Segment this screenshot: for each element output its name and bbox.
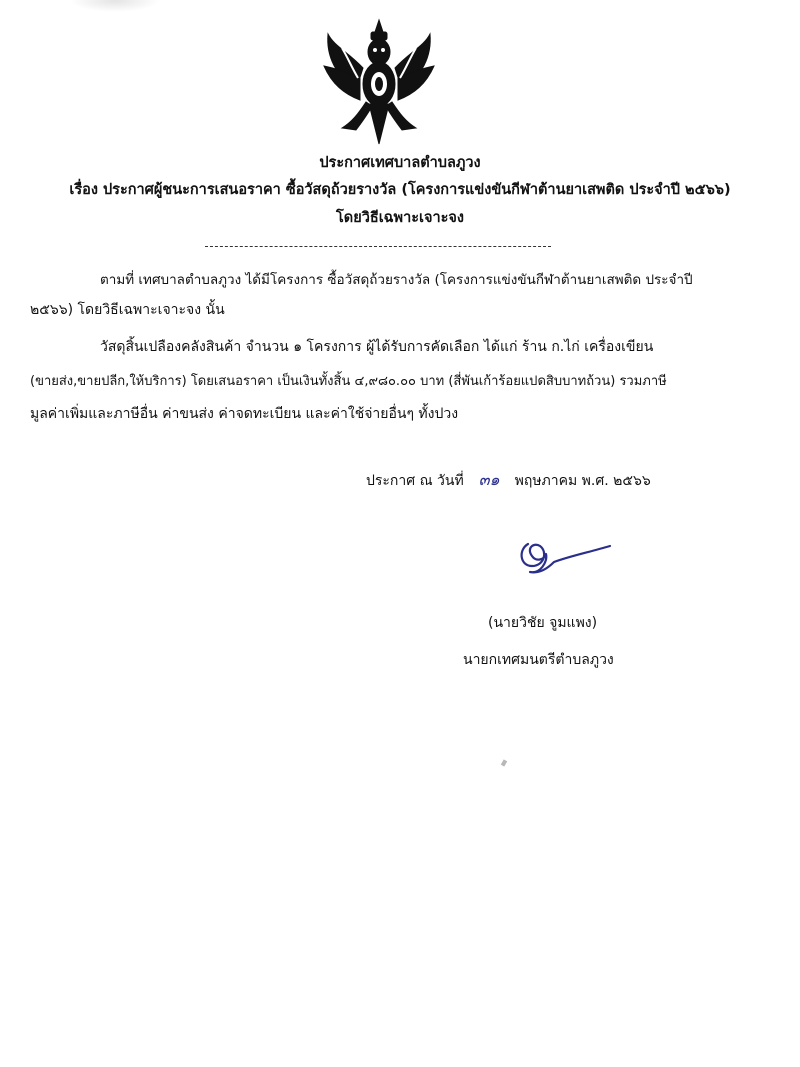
paragraph-2-line-1: วัสดุสิ้นเปลืองคลังสินค้า จำนวน ๑ โครงการ ผู้ได้รับการคัดเลือก ได้แก่ ร้าน ก.ไก่ เครื่องเขียน (100, 339, 654, 355)
scan-shadow (70, 0, 160, 12)
signer-position: นายกเทศมนตรีตำบลภูวง (463, 652, 614, 668)
subject-line: เรื่อง ประกาศผู้ชนะการเสนอราคา ซื้อวัสดุถ้วยรางวัล (โครงการแข่งขันกีฬาต้านยาเสพติด ประจำปี ๒๕๖๖) (69, 182, 731, 198)
signature-icon (514, 532, 614, 582)
scan-speck (501, 759, 507, 766)
signer-name: (นายวิชัย จูมแพง) (488, 615, 598, 631)
date-day: ๓๑ (478, 470, 500, 489)
separator-text (205, 238, 551, 258)
paragraph-2-line-3: มูลค่าเพิ่มและภาษีอื่น ค่าขนส่ง ค่าจดทะเบียน และค่าใช้จ่ายอื่นๆ ทั้งปวง (30, 406, 459, 422)
paragraph-1-line-2: ๒๕๖๖) โดยวิธีเฉพาะเจาะจง นั้น (30, 302, 225, 318)
date-month-year: พฤษภาคม พ.ศ. ๒๕๖๖ (514, 473, 651, 489)
paragraph-2-line-2: (ขายส่ง,ขายปลีก,ให้บริการ) โดยเสนอราคา เป็นเงินทั้งสิ้น ๔,๙๘๐.๐๐ บาท (สี่พันเก้าร้อยแปดสิบบาทถ้วน) รวมภาษี (30, 374, 667, 389)
procurement-method: โดยวิธีเฉพาะเจาะจง (336, 210, 464, 226)
separator-line (205, 246, 551, 247)
garuda-emblem-icon (322, 18, 436, 146)
date-line (366, 470, 651, 491)
page-title: ประกาศเทศบาลตำบลภูวง (319, 155, 481, 171)
date-prefix: ประกาศ ณ วันที่ (366, 473, 464, 489)
paragraph-1-line-1: ตามที่ เทศบาลตำบลภูวง ได้มีโครงการ ซื้อวัสดุถ้วยรางวัล (โครงการแข่งขันกีฬาต้านยาเสพติด ประจำปี (100, 272, 693, 288)
